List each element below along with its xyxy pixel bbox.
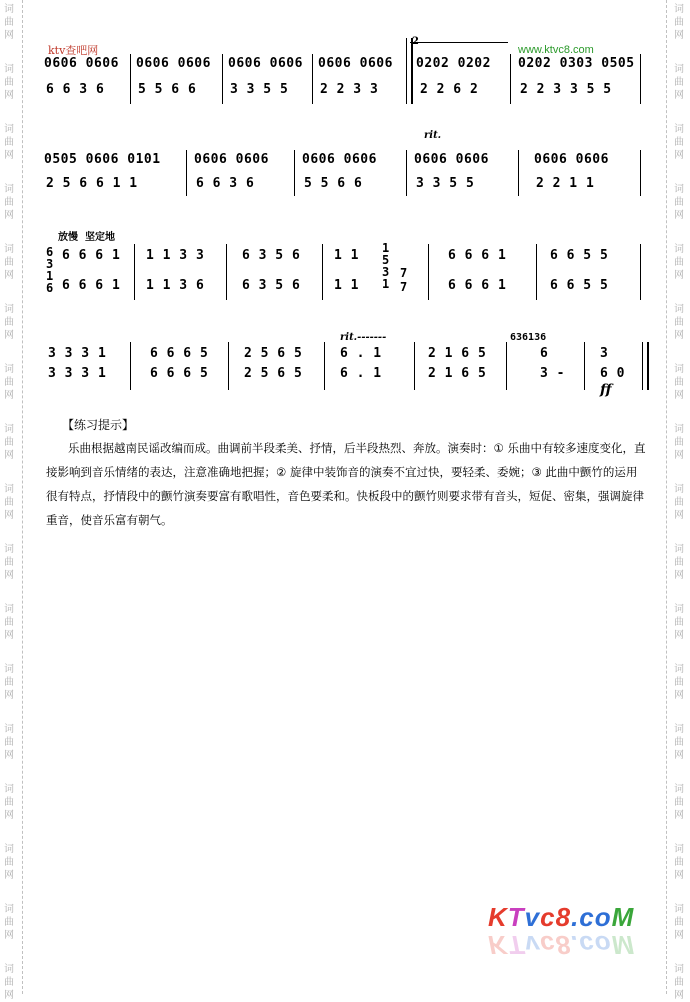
notes: 3 — [600, 346, 609, 361]
side-watermark-char: 词 — [674, 544, 684, 555]
notes: 6 6 3 6 — [46, 82, 105, 97]
side-watermark-char: 词 — [674, 724, 684, 735]
side-watermark-char: 曲 — [4, 677, 14, 688]
side-watermark-char: 网 — [674, 30, 684, 41]
side-watermark-char: 网 — [4, 90, 14, 101]
measure — [540, 346, 548, 368]
right-border-line — [666, 0, 667, 994]
notes: 0606 0606 — [534, 152, 609, 167]
notes: 3 - — [540, 366, 565, 381]
measure — [48, 366, 106, 388]
side-watermark-char: 曲 — [674, 977, 684, 988]
side-watermark-char: 网 — [4, 270, 14, 281]
side-watermark-char: 词 — [674, 64, 684, 75]
side-watermark-char: 词 — [674, 124, 684, 135]
site-logo-reflection: KTvc8.coM — [488, 930, 635, 960]
side-watermark-char: 网 — [4, 510, 14, 521]
notes: 6 . 1 — [340, 366, 382, 381]
chord-note: 6 — [46, 245, 54, 259]
side-watermark-char: 词 — [4, 724, 14, 735]
side-watermark-char: 网 — [4, 390, 14, 401]
side-watermark-char: 网 — [4, 210, 14, 221]
measure — [302, 152, 377, 174]
measure — [534, 152, 609, 174]
measure — [340, 366, 382, 388]
measure — [416, 176, 474, 198]
side-watermark-char: 网 — [674, 450, 684, 461]
side-watermark-char: 曲 — [4, 77, 14, 88]
side-watermark-char: 网 — [4, 690, 14, 701]
side-watermark-char: 网 — [674, 750, 684, 761]
notes: 1 1 3 6 — [146, 278, 205, 293]
barline — [406, 150, 407, 196]
notes: 2 5 6 5 — [244, 346, 303, 361]
side-watermark-char: 词 — [4, 484, 14, 495]
barline — [536, 244, 537, 300]
chord-note: 6 — [46, 281, 54, 295]
notes: 0606 0606 — [318, 56, 393, 71]
notes: 6 — [540, 346, 549, 361]
side-watermark-char: 曲 — [674, 197, 684, 208]
side-watermark-char: 网 — [674, 150, 684, 161]
side-watermark-char: 网 — [674, 90, 684, 101]
side-watermark-char: 曲 — [674, 557, 684, 568]
side-watermark-char: 曲 — [674, 797, 684, 808]
side-watermark-char: 曲 — [4, 137, 14, 148]
left-border-line — [22, 0, 23, 994]
side-watermark-char: 词 — [4, 124, 14, 135]
side-watermark-char: 曲 — [4, 917, 14, 928]
side-watermark-char: 词 — [4, 64, 14, 75]
barline — [518, 150, 519, 196]
side-watermark-char: 词 — [4, 964, 14, 975]
logo-part: v — [524, 902, 541, 932]
side-watermark-char: 曲 — [674, 437, 684, 448]
side-watermark-char: 词 — [4, 784, 14, 795]
final-barline — [642, 342, 649, 390]
side-watermark-char: 网 — [674, 930, 684, 941]
barline — [294, 150, 295, 196]
side-watermark-char: 曲 — [674, 317, 684, 328]
side-watermark-char: 曲 — [674, 257, 684, 268]
side-watermark-char: 曲 — [4, 257, 14, 268]
measure — [62, 248, 120, 270]
measure — [520, 82, 612, 104]
upper-staff-row — [44, 346, 644, 368]
measure — [320, 82, 378, 104]
notes: 0202 0202 — [416, 56, 491, 71]
side-watermark-char: 词 — [674, 664, 684, 675]
side-watermark-char: 词 — [674, 484, 684, 495]
notes: 6 0 — [600, 366, 625, 381]
side-watermark-char: 网 — [674, 330, 684, 341]
barline — [506, 342, 507, 390]
notes: 2 2 3 3 5 5 — [520, 82, 612, 97]
notes: 0606 0606 — [136, 56, 211, 71]
side-watermark-char: 曲 — [4, 857, 14, 868]
barline — [414, 342, 415, 390]
barline — [640, 150, 641, 196]
side-watermark-char: 网 — [4, 930, 14, 941]
lower-staff-row — [44, 82, 644, 104]
volta-bracket — [410, 42, 508, 43]
chord-extra-note: 7 — [400, 266, 408, 280]
side-watermark-char: 曲 — [674, 497, 684, 508]
measure — [600, 346, 608, 368]
measure — [334, 278, 359, 300]
measure — [428, 366, 486, 388]
notes: 3 3 5 5 — [230, 82, 289, 97]
side-watermark-char: 词 — [674, 184, 684, 195]
rit-marking: rit.------- — [340, 332, 387, 343]
side-watermark-char: 词 — [4, 544, 14, 555]
chord-note: 3 — [382, 265, 390, 279]
measure — [304, 176, 362, 198]
side-watermark-char: 曲 — [674, 677, 684, 688]
notes: 6 6 6 1 — [62, 248, 121, 263]
measure — [46, 176, 138, 198]
notes: 6 6 5 5 — [550, 248, 609, 263]
score-system-4 — [44, 332, 644, 400]
measure — [138, 82, 196, 104]
side-watermark-char: 曲 — [4, 17, 14, 28]
barline — [324, 342, 325, 390]
barline — [322, 244, 323, 300]
measure — [228, 56, 303, 78]
barline — [510, 54, 511, 104]
notes: 0606 0606 — [44, 56, 119, 71]
barline — [130, 342, 131, 390]
tempo-marking: 放慢 坚定地 — [58, 232, 115, 243]
side-watermark-char: 网 — [674, 570, 684, 581]
side-watermark-char: 网 — [4, 810, 14, 821]
notes: 0606 0606 — [414, 152, 489, 167]
notes: 3 3 5 5 — [416, 176, 475, 191]
notes: 2 1 6 5 — [428, 346, 487, 361]
chord-note: 3 — [46, 257, 54, 271]
side-watermark-char: 词 — [674, 364, 684, 375]
side-watermark-char: 曲 — [674, 857, 684, 868]
side-watermark-char: 词 — [4, 844, 14, 855]
measure — [146, 278, 204, 300]
side-watermark-char: 词 — [4, 304, 14, 315]
chord-note: 1 — [46, 269, 54, 283]
measure — [340, 346, 382, 368]
lower-staff-row — [44, 366, 644, 388]
side-watermark-char: 曲 — [4, 497, 14, 508]
notes: 1 1 — [334, 248, 359, 263]
score-system-2 — [44, 130, 644, 200]
notes: 6 6 6 1 — [448, 248, 507, 263]
side-watermark-char: 网 — [4, 570, 14, 581]
side-watermark-char: 曲 — [674, 917, 684, 928]
notes: 6 6 6 5 — [150, 346, 209, 361]
measure — [242, 278, 300, 300]
side-watermark-char: 词 — [4, 904, 14, 915]
measure — [196, 176, 254, 198]
notes: 6 6 6 5 — [150, 366, 209, 381]
barline — [584, 342, 585, 390]
score-system-1 — [44, 50, 644, 110]
side-watermark-char: 网 — [4, 30, 14, 41]
side-watermark-char: 曲 — [674, 137, 684, 148]
side-watermark-char: 网 — [674, 990, 684, 1001]
watermark-top-left: ktv查吧网 — [48, 44, 99, 57]
barline — [312, 54, 313, 104]
side-watermark-char: 网 — [4, 990, 14, 1001]
side-watermark-char: 词 — [674, 844, 684, 855]
ornament-notes: 636136 — [510, 332, 547, 343]
side-watermark-char: 网 — [4, 870, 14, 881]
notes: 6 3 5 6 — [242, 248, 301, 263]
measure — [244, 366, 302, 388]
side-watermark-char: 词 — [4, 244, 14, 255]
side-watermark-char: 网 — [4, 150, 14, 161]
side-watermark-char: 网 — [4, 630, 14, 641]
side-watermark-char: 曲 — [674, 377, 684, 388]
side-watermark-char: 词 — [4, 664, 14, 675]
side-watermark-char: 曲 — [4, 557, 14, 568]
measure — [244, 346, 302, 368]
measure — [540, 366, 565, 388]
barline — [186, 150, 187, 196]
notes: 1 1 — [334, 278, 359, 293]
notes: 0606 0606 — [302, 152, 377, 167]
side-watermark-char: 词 — [674, 424, 684, 435]
upper-staff-row — [44, 56, 644, 78]
notes: 6 6 3 6 — [196, 176, 255, 191]
side-watermark-char: 词 — [674, 964, 684, 975]
logo-part: M — [611, 902, 635, 932]
barline — [640, 54, 641, 104]
notes: 0202 0303 0505 — [518, 56, 635, 71]
measure — [550, 278, 608, 300]
side-watermark-char: 网 — [4, 750, 14, 761]
notes: 0606 0606 — [228, 56, 303, 71]
notes: 2 5 6 5 — [244, 366, 303, 381]
side-watermark-char: 网 — [4, 450, 14, 461]
side-watermark-char: 网 — [674, 810, 684, 821]
measure — [44, 56, 119, 78]
side-watermark-char: 网 — [4, 330, 14, 341]
score-system-3 — [44, 228, 644, 304]
side-watermark-char: 词 — [674, 604, 684, 615]
measure — [136, 56, 211, 78]
barline — [130, 54, 131, 104]
logo-part: .co — [571, 902, 612, 932]
side-watermark-char: 网 — [674, 630, 684, 641]
side-watermark-char: 网 — [674, 270, 684, 281]
side-watermark-char: 曲 — [4, 737, 14, 748]
barline — [134, 244, 135, 300]
notes: 6 6 5 5 — [550, 278, 609, 293]
notes: 2 5 6 6 1 1 — [46, 176, 138, 191]
measure — [414, 152, 489, 174]
dynamic-ff: ff — [600, 382, 612, 398]
side-watermark-char: 网 — [674, 690, 684, 701]
practice-tips-title: 【练习提示】 — [62, 418, 135, 432]
notes: 2 2 6 2 — [420, 82, 479, 97]
side-watermark-char: 曲 — [4, 797, 14, 808]
measure — [416, 56, 491, 78]
side-watermark-char: 词 — [674, 304, 684, 315]
side-watermark-char: 网 — [674, 390, 684, 401]
side-watermark-char: 曲 — [4, 317, 14, 328]
notes: 6 . 1 — [340, 346, 382, 361]
chord-extra-note: 7 — [400, 280, 408, 294]
notes: 3 3 3 1 — [48, 346, 107, 361]
side-watermark-char: 词 — [674, 784, 684, 795]
notes: 2 2 3 3 — [320, 82, 379, 97]
measure — [448, 248, 506, 270]
notes: 2 2 1 1 — [536, 176, 595, 191]
side-watermark-char: 曲 — [4, 197, 14, 208]
notes: 2 1 6 5 — [428, 366, 487, 381]
notes: 0606 0606 — [194, 152, 269, 167]
side-watermark-char: 曲 — [4, 617, 14, 628]
measure — [518, 56, 635, 78]
chord-note: 1 — [382, 241, 390, 255]
measure — [62, 278, 120, 300]
side-watermark-char: 词 — [674, 4, 684, 15]
measure — [48, 346, 106, 368]
measure — [318, 56, 393, 78]
measure — [230, 82, 288, 104]
measure — [334, 248, 359, 270]
side-watermark-char: 曲 — [4, 377, 14, 388]
notes: 3 3 3 1 — [48, 366, 107, 381]
chord-note: 5 — [382, 253, 390, 267]
upper-staff-row — [44, 152, 644, 174]
side-watermark-char: 曲 — [4, 977, 14, 988]
measure — [150, 366, 208, 388]
side-watermark-char: 网 — [674, 210, 684, 221]
notes: 6 6 6 1 — [448, 278, 507, 293]
notes: 1 1 3 3 — [146, 248, 205, 263]
measure — [550, 248, 608, 270]
notes: 6 6 6 1 — [62, 278, 121, 293]
notes: 5 5 6 6 — [304, 176, 363, 191]
side-watermark-char: 词 — [4, 424, 14, 435]
barline — [226, 244, 227, 300]
measure — [194, 152, 269, 174]
side-watermark-char: 曲 — [674, 617, 684, 628]
barline — [640, 244, 641, 300]
measure — [146, 248, 204, 270]
side-watermark-char: 词 — [674, 244, 684, 255]
barline — [228, 342, 229, 390]
side-watermark-char: 词 — [4, 184, 14, 195]
notes: 5 5 6 6 — [138, 82, 197, 97]
repeat-barline — [406, 38, 413, 104]
logo-part: K — [488, 902, 508, 932]
side-watermark-char: 曲 — [674, 17, 684, 28]
measure — [242, 248, 300, 270]
measure — [536, 176, 594, 198]
side-watermark-char: 曲 — [4, 437, 14, 448]
measure — [46, 82, 104, 104]
watermark-top-right: www.ktvc8.com — [518, 44, 594, 56]
practice-tips-body: 乐曲根据越南民谣改编而成。曲调前半段柔美、抒情，后半段热烈、奔放。演奏时：① 乐曲中有较多速度变化，直接影响到音乐情绪的表达，注意准确地把握；② 旋律中装饰音的演奏不宜过快，要轻柔、委婉；③ 此曲中颤竹的运用很有特点，抒情段中的颤竹演奏要富有歌唱性，音色要柔和。快板段中的颤竹则要求带有音头，短促、密集，强调旋律重音，使音乐富有朝气。 — [46, 441, 646, 527]
logo-part: T — [507, 902, 525, 932]
side-watermark-char: 网 — [674, 510, 684, 521]
measure — [150, 346, 208, 368]
side-watermark-char: 词 — [4, 364, 14, 375]
chord-note: 1 — [382, 277, 390, 291]
barline — [428, 244, 429, 300]
measure — [44, 152, 161, 174]
rit-marking: rit. — [424, 130, 442, 141]
measure — [448, 278, 506, 300]
side-watermark-char: 网 — [674, 870, 684, 881]
logo-part: c8 — [540, 902, 572, 932]
side-watermark-char: 曲 — [674, 737, 684, 748]
measure — [420, 82, 478, 104]
barline — [222, 54, 223, 104]
measure — [428, 346, 486, 368]
side-watermark-char: 词 — [4, 604, 14, 615]
lower-staff-row — [44, 176, 644, 198]
notes: 0505 0606 0101 — [44, 152, 161, 167]
side-watermark-char: 词 — [674, 904, 684, 915]
notes: 6 3 5 6 — [242, 278, 301, 293]
side-watermark-char: 曲 — [674, 77, 684, 88]
side-watermark-char: 词 — [4, 4, 14, 15]
